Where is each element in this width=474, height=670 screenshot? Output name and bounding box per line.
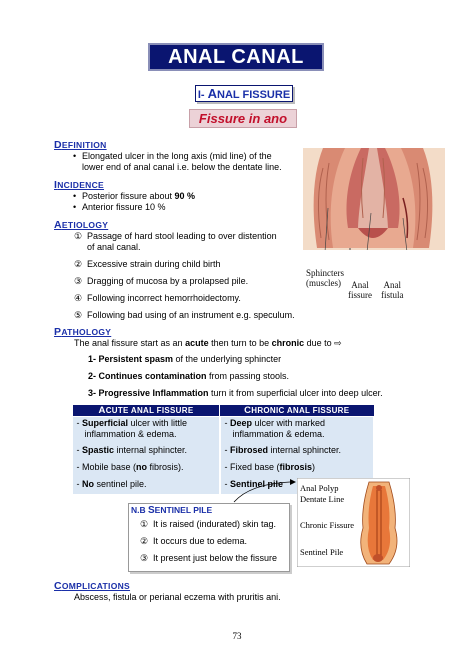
label-line: Sphincters: [306, 268, 344, 278]
aetiology-text: Following incorrect hemorrhoidectomy.: [87, 293, 241, 303]
text-run-bold: Spastic: [82, 445, 115, 455]
heading-initial: P: [54, 326, 62, 338]
text-run: of the underlying sphincter: [173, 354, 282, 364]
heading-initial: S: [148, 505, 155, 516]
aetiology-text: Following bad using of an instrument e.g. speculum.: [87, 310, 295, 320]
heading-initial: C: [54, 580, 62, 592]
text-run: Mobile base (: [82, 462, 137, 472]
acute-cell: - Spastic internal sphincter.: [73, 442, 220, 458]
label-line: (muscles): [306, 278, 341, 288]
number-marker: ②: [74, 259, 83, 269]
fissure-label: Fissure in ano: [189, 109, 297, 128]
text-run-bold: Fibrosed: [230, 445, 269, 455]
figure1-label-fissure: [348, 280, 372, 300]
aetiology-item-cont: of anal canal.: [87, 242, 141, 252]
text-run: internal sphincter.: [114, 445, 188, 455]
heading-initial: C: [244, 405, 252, 416]
text-run-bold: Deep: [230, 418, 253, 428]
definition-line-1: [82, 151, 272, 162]
number-marker: ②: [140, 536, 149, 546]
figure1-label-sphincters: [306, 268, 344, 288]
label-line: Anal: [351, 280, 369, 290]
text-run: due to: [304, 338, 335, 348]
sentinel-pile-note: [128, 503, 290, 572]
incidence-text: Anterior fissure 10 %: [82, 202, 166, 212]
pathology-intro: [74, 338, 342, 349]
table-row: [73, 458, 375, 475]
aetiology-text: Dragging of mucosa by a prolapsed pile.: [87, 276, 249, 286]
label-line: fistula: [381, 290, 404, 300]
fig2-label-dentate: Dentate Line: [300, 494, 345, 504]
acute-cell: - Superficial ulcer with little inflammation & edema.: [73, 417, 220, 443]
anal-canal-illustration: [303, 148, 445, 266]
table-row: [73, 417, 375, 443]
table-row: [73, 442, 375, 458]
heading-rest: HRONIC ANAL FISSURE: [251, 406, 350, 415]
figure1-label-fistula: [381, 280, 404, 300]
text-run-bold: chronic: [271, 338, 305, 348]
heading-rest: OMPLICATIONS: [61, 581, 131, 591]
pathology-step-1: [88, 354, 281, 365]
definition-line-2: lower end of anal canal i.e. below the dentate line.: [82, 162, 282, 172]
text-run-bold: Superficial: [82, 418, 129, 428]
fig2-label-fissure: Chronic Fissure: [300, 520, 355, 530]
heading-rest: ENTINEL PILE: [154, 505, 213, 515]
number-marker: ③: [74, 276, 83, 286]
text-run: turn it from superficial ulcer into deep ulcer.: [208, 388, 383, 398]
note-item: [140, 553, 277, 564]
page-title: ANAL CANAL: [148, 43, 324, 71]
note-heading: [131, 505, 212, 516]
text-run: inflammation & edema.: [84, 429, 177, 439]
section-title: [195, 85, 293, 102]
note-item: [140, 519, 276, 530]
number-marker: ④: [74, 293, 83, 303]
text-run-bold: No: [82, 479, 94, 489]
chronic-cell: - Sentinel pile: [220, 475, 375, 494]
pathology-step-2: [88, 371, 289, 382]
text-run: from passing stools.: [206, 371, 290, 381]
text-run-bold: 3- Progressive Inflammation: [88, 388, 209, 398]
aetiology-heading: [54, 219, 108, 231]
heading-rest: EFINITION: [61, 140, 107, 150]
aetiology-item: [74, 293, 241, 304]
section-initial: A: [207, 86, 218, 101]
text-run: The anal fissure start as an: [74, 338, 186, 348]
text-run: ulcer with little: [128, 418, 188, 428]
chronic-fissure-illustration: [297, 478, 410, 567]
text-run-bold: 1- Persistent spasm: [88, 354, 174, 364]
heading-prefix: N.B: [131, 505, 148, 515]
note-text: It present just below the fissure: [153, 553, 278, 563]
incidence-value: 90 %: [174, 191, 196, 201]
complications-text: Abscess, fistula or perianal eczema with pruritis ani.: [74, 592, 281, 602]
text-run: inflammation & edema.: [232, 429, 325, 439]
text-run-bold: acute: [185, 338, 209, 348]
definition-text: Elongated ulcer in the long axis (mid line) of the: [82, 151, 272, 161]
heading-initial: A: [98, 405, 106, 416]
section-title-rest: NAL FISSURE: [217, 89, 291, 101]
label-line: Anal: [383, 280, 401, 290]
text-run-bold: 2- Continues contamination: [88, 371, 207, 381]
acute-cell: - Mobile base (no fibrosis).: [73, 458, 220, 475]
text-run: internal sphincter.: [268, 445, 342, 455]
section-prefix: I-: [197, 89, 208, 101]
fig2-label-polyp: Anal Polyp: [300, 483, 339, 493]
chronic-cell: - Fibrosed internal sphincter.: [220, 442, 375, 458]
number-marker: ①: [140, 519, 149, 529]
heading-rest: CUTE ANAL FISSURE: [105, 406, 194, 415]
acute-column-header: [73, 405, 220, 417]
arrow-icon: ⇨: [334, 338, 342, 348]
chronic-cell: - Fixed base (fibrosis): [220, 458, 375, 475]
number-marker: ③: [140, 553, 149, 563]
pathology-heading: [54, 326, 111, 338]
heading-rest: ATHOLOGY: [61, 327, 112, 337]
definition-heading: [54, 139, 107, 151]
acute-cell: - No sentinel pile.: [73, 475, 220, 494]
chronic-column-header: [220, 405, 375, 417]
aetiology-item: [74, 310, 295, 321]
label-line: fissure: [348, 290, 372, 300]
heading-initial: I: [54, 179, 58, 191]
note-text: It is raised (indurated) skin tag.: [153, 519, 277, 529]
text-run: then turn to be: [208, 338, 272, 348]
aetiology-item: [74, 276, 248, 287]
incidence-heading: [54, 179, 104, 191]
number-marker: ①: [74, 231, 83, 241]
aetiology-item: [74, 231, 277, 242]
number-marker: ⑤: [74, 310, 83, 320]
text-run: fibrosis).: [147, 462, 184, 472]
text-run: ulcer with marked: [252, 418, 326, 428]
fig2-label-sentinel: Sentinel Pile: [300, 547, 344, 557]
aetiology-text: Excessive strain during child birth: [87, 259, 221, 269]
page-number: 73: [232, 631, 242, 641]
pathology-step-3: [88, 388, 383, 399]
text-run: sentinel pile.: [94, 479, 147, 489]
text-run: ): [312, 462, 316, 472]
complications-heading: [54, 580, 130, 592]
aetiology-item: [74, 259, 221, 270]
text-run-bold: no: [136, 462, 148, 472]
note-text: It occurs due to edema.: [153, 536, 248, 546]
heading-initial: D: [54, 139, 62, 151]
incidence-item-2: [82, 202, 166, 213]
incidence-item-1: [82, 191, 195, 202]
text-run-bold: fibrosis: [279, 462, 313, 472]
text-run-bold: Sentinel pile: [230, 479, 284, 489]
incidence-text: Posterior fissure about: [82, 191, 175, 201]
heading-rest: ETIOLOGY: [61, 220, 109, 230]
chronic-cell: - Deep ulcer with marked inflammation & edema.: [220, 417, 375, 443]
aetiology-text: Passage of hard stool leading to over distention: [87, 231, 277, 241]
heading-initial: A: [54, 219, 62, 231]
note-item: [140, 536, 247, 547]
heading-rest: NCIDENCE: [57, 180, 105, 190]
text-run: Fixed base (: [230, 462, 280, 472]
table-header-row: [73, 405, 375, 417]
